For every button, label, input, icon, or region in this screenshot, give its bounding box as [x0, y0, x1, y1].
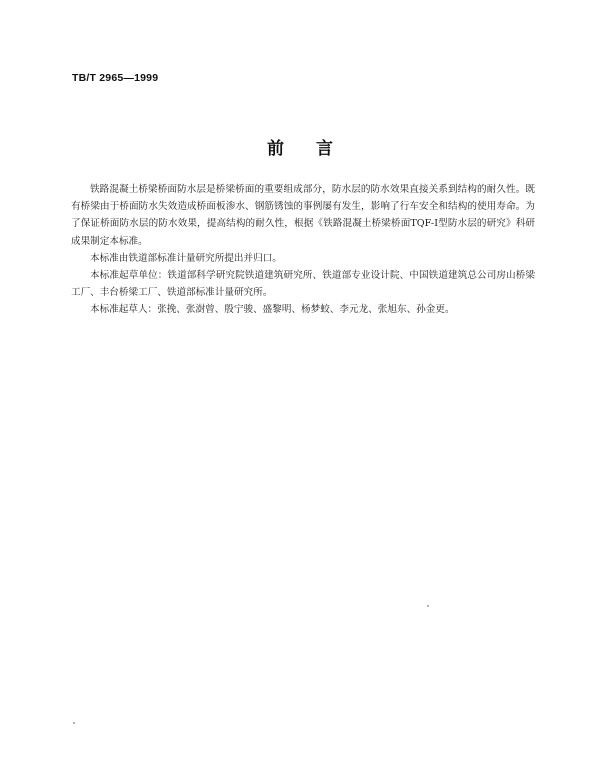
scan-speck [73, 722, 75, 724]
paragraph-drafters: 本标准起草人：张挽、张澍曾、殷宁骏、盛黎明、杨梦蛟、李元龙、张旭东、孙金更。 [90, 304, 455, 316]
paragraph-drafting-units: 本标准起草单位：铁道部科学研究院铁道建筑研究所、铁道部专业设计院、中国铁道建筑总公司房山桥梁工厂、丰台桥梁工厂、铁道部标准计量研究所。 [71, 270, 535, 299]
page-title: 前言 [267, 139, 365, 159]
foreword-body [71, 181, 535, 319]
paragraph-purpose: 铁路混凝土桥梁桥面防水层是桥梁桥面的重要组成部分，防水层的防水效果直接关系到结构的耐久性。既有桥梁由于桥面防水失效造成桥面板渗水、钢筋锈蚀的事例屡有发生，影响了行车安全和结构的使用寿命。为了保证桥面防水层的防水效果，提高结构的耐久性，根据《铁路混凝土桥梁桥面TQF-Ⅰ型防水层的研究》科研成果制定本标准。 [71, 184, 535, 247]
paragraph-proposer: 本标准由铁道部标准计量研究所提出并归口。 [90, 252, 282, 264]
scan-speck [427, 605, 429, 607]
document-code: TB/T 2965—1999 [72, 72, 159, 84]
